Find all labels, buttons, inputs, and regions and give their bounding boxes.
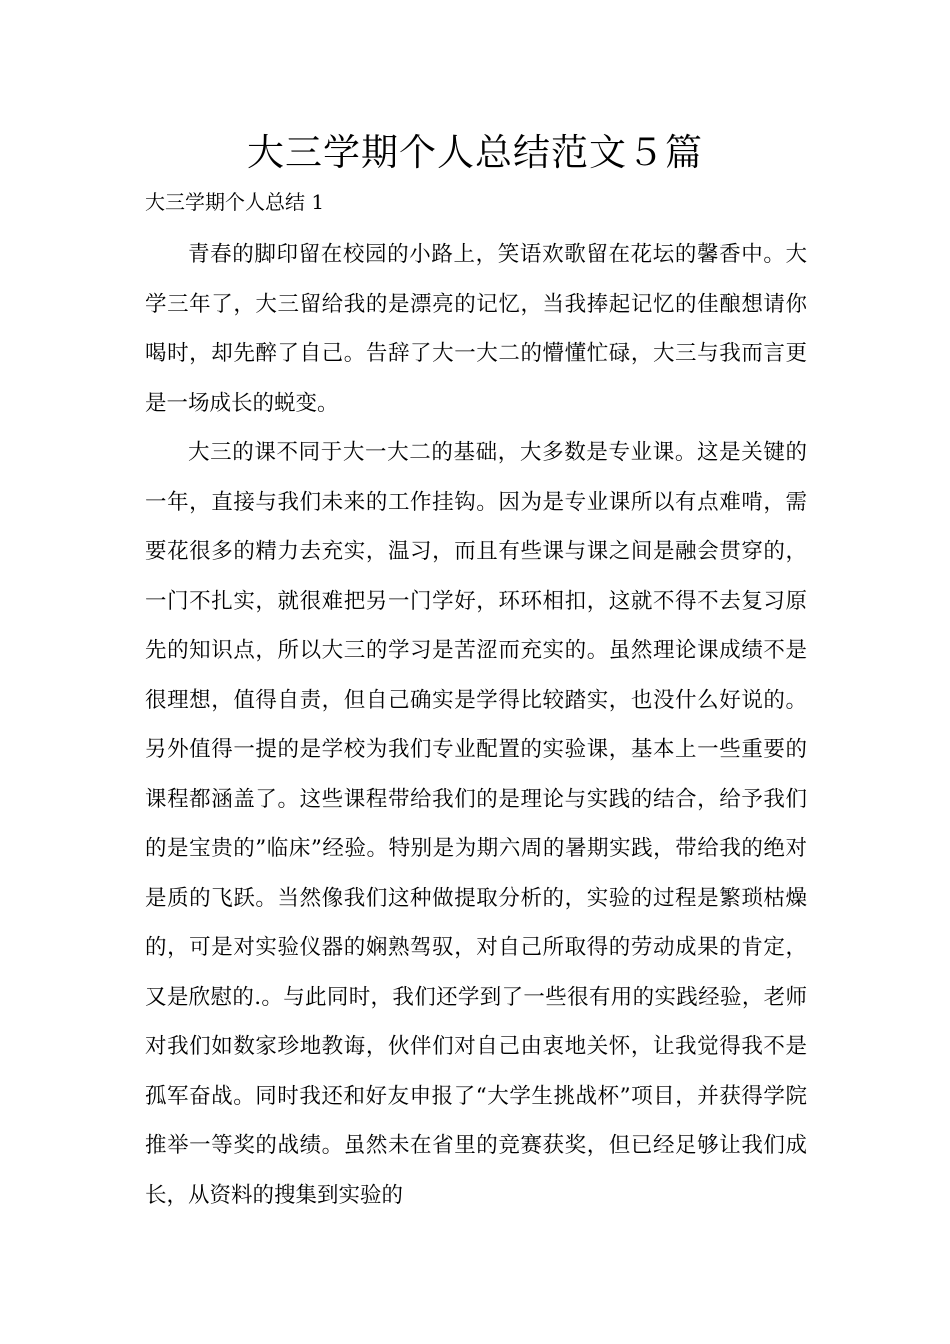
paragraph: 大三的课不同于大一大二的基础，大多数是专业课。这是关键的一年，直接与我们未来的工作挂钩。因为是专业课所以有点难啃，需要花很多的精力去充实，温习，而且有些课与课之间是融会贯穿的，一门不扎实，就很难把另一门学好，环环相扣，这就不得不去复习原先的知识点，所以大三的学习是苦涩而充实的。虽然理论课成绩不是很理想，值得自责，但自己确实是学得比较踏实，也没什么好说的。另外值得一提的是学校为我们专业配置的实验课，基本上一些重要的课程都涵盖了。这些课程带给我们的是理论与实践的结合，给予我们的是宝贵的”临床”经验。特别是为期六周的暑期实践，带给我的绝对是质的飞跃。当然像我们这种做提取分析的，实验的过程是繁琐枯燥的，可是对实验仪器的娴熟驾驭，对自己所取得的劳动成果的肯定，又是欣慰的.。与此同时，我们还学到了一些很有用的实践经验，老师对我们如数家珍地教诲，伙伴们对自己由衷地关怀，让我觉得我不是孤军奋战。同时我还和好友申报了“大学生挑战杯”项目，并获得学院推举一等奖的战绩。虽然未在省里的竞赛获奖，但已经足够让我们成长，从资料的搜集到实验的 <box>145 440 807 1208</box>
section-heading: 大三学期个人总结 1 <box>145 190 325 214</box>
paragraph: 青春的脚印留在校园的小路上，笑语欢歌留在花坛的馨香中。大学三年了，大三留给我的是漂亮的记忆，当我捧起记忆的佳酿想请你喝时，却先醉了自己。告辞了大一大二的懵懂忙碌，大三与我而言更是一场成长的蜕变。 <box>145 242 807 416</box>
document-title: 大三学期个人总结范文５篇 <box>247 131 703 174</box>
document-body <box>145 230 807 1220</box>
